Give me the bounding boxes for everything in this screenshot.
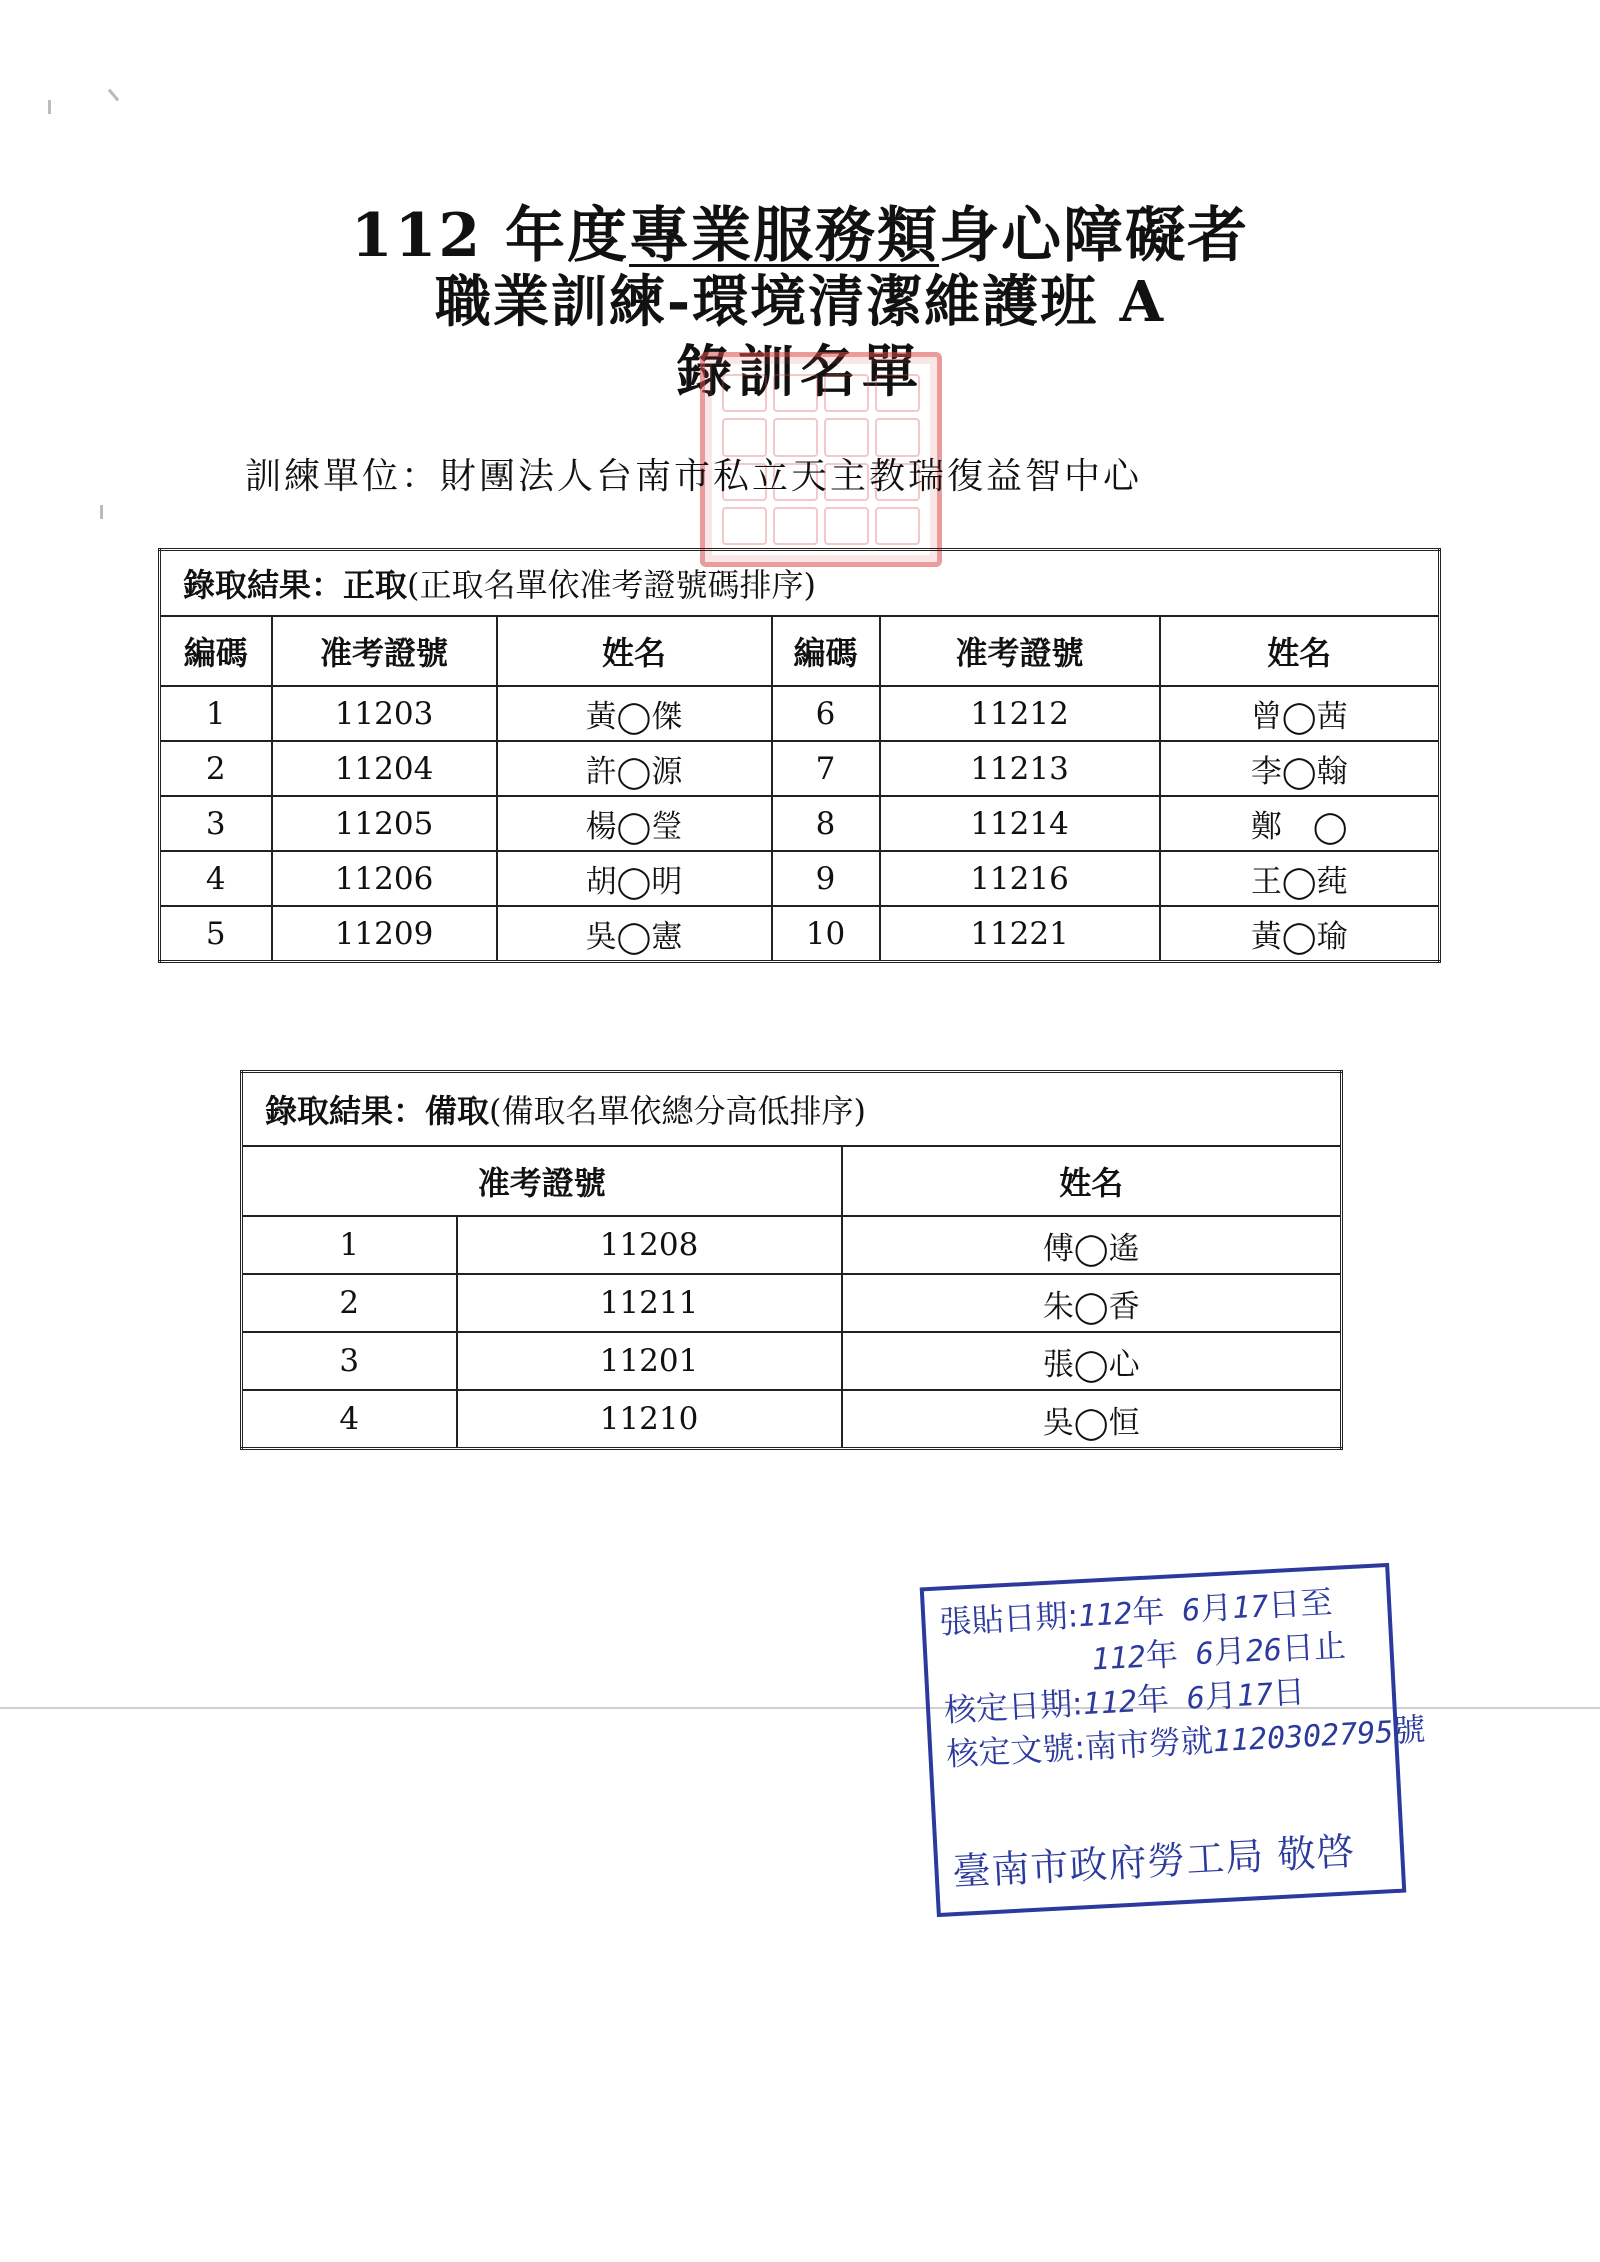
cell-no: 2 bbox=[242, 1274, 457, 1332]
col-id: 准考證號 bbox=[242, 1146, 842, 1216]
cell-name: 張◯心 bbox=[842, 1332, 1342, 1390]
col-id-left: 准考證號 bbox=[272, 616, 497, 686]
cell-no: 4 bbox=[242, 1390, 457, 1449]
table-row bbox=[160, 686, 1440, 741]
cell-name: 鄭 ◯ bbox=[1160, 796, 1440, 851]
col-name-left: 姓名 bbox=[497, 616, 772, 686]
cell-id: 11211 bbox=[457, 1274, 842, 1332]
cell-no: 9 bbox=[772, 851, 880, 906]
cell-no: 3 bbox=[242, 1332, 457, 1390]
table-row bbox=[242, 1216, 1342, 1274]
table-row bbox=[160, 741, 1440, 796]
col-name: 姓名 bbox=[842, 1146, 1342, 1216]
table-row bbox=[160, 906, 1440, 962]
document-number-line: 核定文號:南市勞就1120302795號 bbox=[945, 1710, 1427, 1774]
cell-no: 8 bbox=[772, 796, 880, 851]
issuing-agency: 臺南市政府勞工局 敬啓 bbox=[951, 1829, 1357, 1895]
cell-name: 胡◯明 bbox=[497, 851, 772, 906]
training-unit: 訓練單位：財團法人台南市私立天主教瑞復益智中心 bbox=[245, 456, 1143, 497]
cell-name: 吳◯憲 bbox=[497, 906, 772, 962]
cell-name: 李◯翰 bbox=[1160, 741, 1440, 796]
backup-admission-table bbox=[240, 1070, 1343, 1450]
cell-id: 11209 bbox=[272, 906, 497, 962]
cell-name: 許◯源 bbox=[497, 741, 772, 796]
cell-no: 3 bbox=[160, 796, 272, 851]
cell-id: 11205 bbox=[272, 796, 497, 851]
cell-id: 11212 bbox=[880, 686, 1160, 741]
cell-id: 11203 bbox=[272, 686, 497, 741]
cell-name: 楊◯瑩 bbox=[497, 796, 772, 851]
cell-no: 6 bbox=[772, 686, 880, 741]
table-row bbox=[160, 851, 1440, 906]
cell-id: 11210 bbox=[457, 1390, 842, 1449]
cell-no: 2 bbox=[160, 741, 272, 796]
approval-date-line: 核定日期:112年 6月17日 bbox=[943, 1672, 1306, 1730]
cell-name: 吳◯恒 bbox=[842, 1390, 1342, 1449]
cell-no: 7 bbox=[772, 741, 880, 796]
backup-table-caption: 錄取結果：備取(備取名單依總分高低排序) bbox=[242, 1072, 1342, 1147]
cell-id: 11201 bbox=[457, 1332, 842, 1390]
post-period-line: 張貼日期:112年 6月17日至 bbox=[938, 1582, 1334, 1642]
backup-table-header bbox=[242, 1146, 1342, 1216]
table-row bbox=[160, 796, 1440, 851]
table-row bbox=[242, 1274, 1342, 1332]
posting-approval-stamp bbox=[920, 1563, 1427, 1917]
regular-table-caption: 錄取結果：正取(正取名單依准考證號碼排序) bbox=[160, 550, 1440, 617]
cell-name: 黃◯瑜 bbox=[1160, 906, 1440, 962]
cell-id: 11213 bbox=[880, 741, 1160, 796]
cell-id: 11208 bbox=[457, 1216, 842, 1274]
title-underlined-part: 專業服務類 bbox=[629, 201, 940, 271]
regular-table-header bbox=[160, 616, 1440, 686]
col-name-right: 姓名 bbox=[1160, 616, 1440, 686]
regular-admission-table bbox=[158, 548, 1441, 963]
cell-name: 黃◯傑 bbox=[497, 686, 772, 741]
table-row bbox=[242, 1390, 1342, 1449]
cell-no: 10 bbox=[772, 906, 880, 962]
cell-name: 傅◯遙 bbox=[842, 1216, 1342, 1274]
cell-id: 11221 bbox=[880, 906, 1160, 962]
cell-id: 11206 bbox=[272, 851, 497, 906]
page-title: 112 年度專業服務類身心障礙者 bbox=[350, 201, 1250, 271]
cell-no: 4 bbox=[160, 851, 272, 906]
table-row bbox=[242, 1332, 1342, 1390]
cell-id: 11216 bbox=[880, 851, 1160, 906]
cell-no: 5 bbox=[160, 906, 272, 962]
cell-no: 1 bbox=[160, 686, 272, 741]
col-id-right: 准考證號 bbox=[880, 616, 1160, 686]
col-no-right: 編碼 bbox=[772, 616, 880, 686]
page-subtitle: 職業訓練-環境清潔維護班 A bbox=[434, 269, 1166, 335]
col-no-left: 編碼 bbox=[160, 616, 272, 686]
post-period-end-line: 112年 6月26日止 bbox=[1090, 1626, 1347, 1678]
cell-name: 王◯莼 bbox=[1160, 851, 1440, 906]
cell-name: 朱◯香 bbox=[842, 1274, 1342, 1332]
list-title: 錄訓名單 bbox=[676, 339, 924, 405]
cell-id: 11204 bbox=[272, 741, 497, 796]
cell-no: 1 bbox=[242, 1216, 457, 1274]
cell-name: 曾◯茜 bbox=[1160, 686, 1440, 741]
cell-id: 11214 bbox=[880, 796, 1160, 851]
